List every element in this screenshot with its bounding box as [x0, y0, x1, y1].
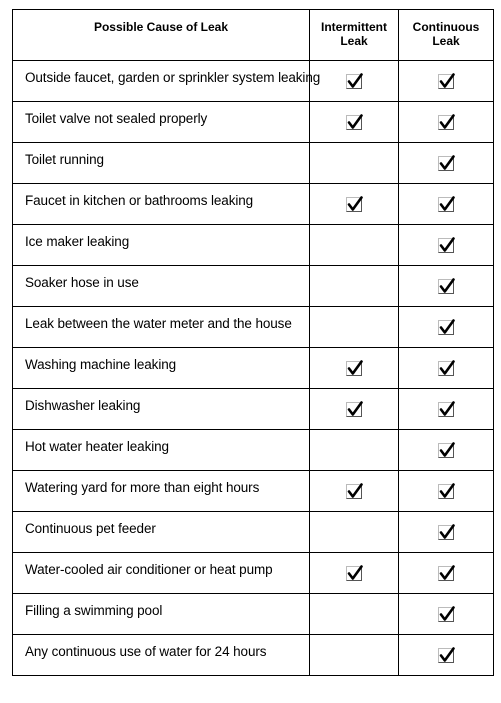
intermittent-cell [310, 307, 399, 348]
checkmark-icon [438, 320, 454, 335]
continuous-cell [399, 266, 494, 307]
checkmark-icon [438, 156, 454, 171]
continuous-cell [399, 471, 494, 512]
intermittent-cell [310, 430, 399, 471]
cause-cell: Ice maker leaking [13, 225, 310, 266]
checkmark-icon [346, 197, 362, 212]
continuous-cell [399, 512, 494, 553]
continuous-cell [399, 553, 494, 594]
checkmark-icon [438, 238, 454, 253]
table-row [13, 594, 494, 635]
table-row [13, 471, 494, 512]
header-cause: Possible Cause of Leak [13, 10, 310, 61]
continuous-cell [399, 102, 494, 143]
continuous-cell [399, 348, 494, 389]
intermittent-cell [310, 471, 399, 512]
cause-cell: Washing machine leaking [13, 348, 310, 389]
continuous-cell [399, 430, 494, 471]
checkmark-icon [438, 648, 454, 663]
intermittent-cell [310, 635, 399, 676]
cause-cell: Water-cooled air conditioner or heat pump [13, 553, 310, 594]
table-row [13, 389, 494, 430]
continuous-cell [399, 143, 494, 184]
intermittent-cell [310, 389, 399, 430]
checkmark-icon [438, 443, 454, 458]
cause-cell: Filling a swimming pool [13, 594, 310, 635]
checkmark-icon [346, 115, 362, 130]
checkmark-icon [438, 115, 454, 130]
cause-cell: Faucet in kitchen or bathrooms leaking [13, 184, 310, 225]
intermittent-cell [310, 184, 399, 225]
cause-cell: Continuous pet feeder [13, 512, 310, 553]
checkmark-icon [438, 279, 454, 294]
checkmark-icon [438, 197, 454, 212]
checkmark-icon [346, 484, 362, 499]
table-row [13, 225, 494, 266]
table-row [13, 635, 494, 676]
continuous-cell [399, 307, 494, 348]
table-row [13, 102, 494, 143]
continuous-cell [399, 635, 494, 676]
table-row [13, 143, 494, 184]
table-row [13, 553, 494, 594]
header-intermittent: Intermittent Leak [310, 10, 399, 61]
checkmark-icon [438, 484, 454, 499]
continuous-cell [399, 389, 494, 430]
intermittent-cell [310, 553, 399, 594]
intermittent-cell [310, 348, 399, 389]
checkmark-icon [438, 607, 454, 622]
checkmark-icon [438, 74, 454, 89]
continuous-cell [399, 184, 494, 225]
cause-cell: Dishwasher leaking [13, 389, 310, 430]
cause-cell: Toilet running [13, 143, 310, 184]
checkmark-icon [346, 566, 362, 581]
checkmark-icon [438, 525, 454, 540]
intermittent-cell [310, 512, 399, 553]
cause-cell: Hot water heater leaking [13, 430, 310, 471]
checkmark-icon [346, 74, 362, 89]
table-row [13, 61, 494, 102]
intermittent-cell [310, 266, 399, 307]
table-row [13, 184, 494, 225]
leak-cause-table [12, 9, 494, 676]
cause-cell: Soaker hose in use [13, 266, 310, 307]
continuous-cell [399, 61, 494, 102]
checkmark-icon [438, 566, 454, 581]
checkmark-icon [438, 402, 454, 417]
table-row [13, 307, 494, 348]
cause-cell: Toilet valve not sealed properly [13, 102, 310, 143]
continuous-cell [399, 225, 494, 266]
table-row [13, 348, 494, 389]
checkmark-icon [346, 402, 362, 417]
cause-cell: Watering yard for more than eight hours [13, 471, 310, 512]
cause-cell: Leak between the water meter and the house [13, 307, 310, 348]
table-row [13, 266, 494, 307]
intermittent-cell [310, 594, 399, 635]
intermittent-cell [310, 61, 399, 102]
header-continuous: Continuous Leak [399, 10, 494, 61]
table-row [13, 430, 494, 471]
intermittent-cell [310, 102, 399, 143]
table-body [13, 61, 494, 676]
table-row [13, 512, 494, 553]
checkmark-icon [346, 361, 362, 376]
intermittent-cell [310, 143, 399, 184]
intermittent-cell [310, 225, 399, 266]
cause-cell: Any continuous use of water for 24 hours [13, 635, 310, 676]
checkmark-icon [438, 361, 454, 376]
continuous-cell [399, 594, 494, 635]
table-header-row [13, 10, 494, 61]
cause-cell: Outside faucet, garden or sprinkler system leaking [13, 61, 310, 102]
